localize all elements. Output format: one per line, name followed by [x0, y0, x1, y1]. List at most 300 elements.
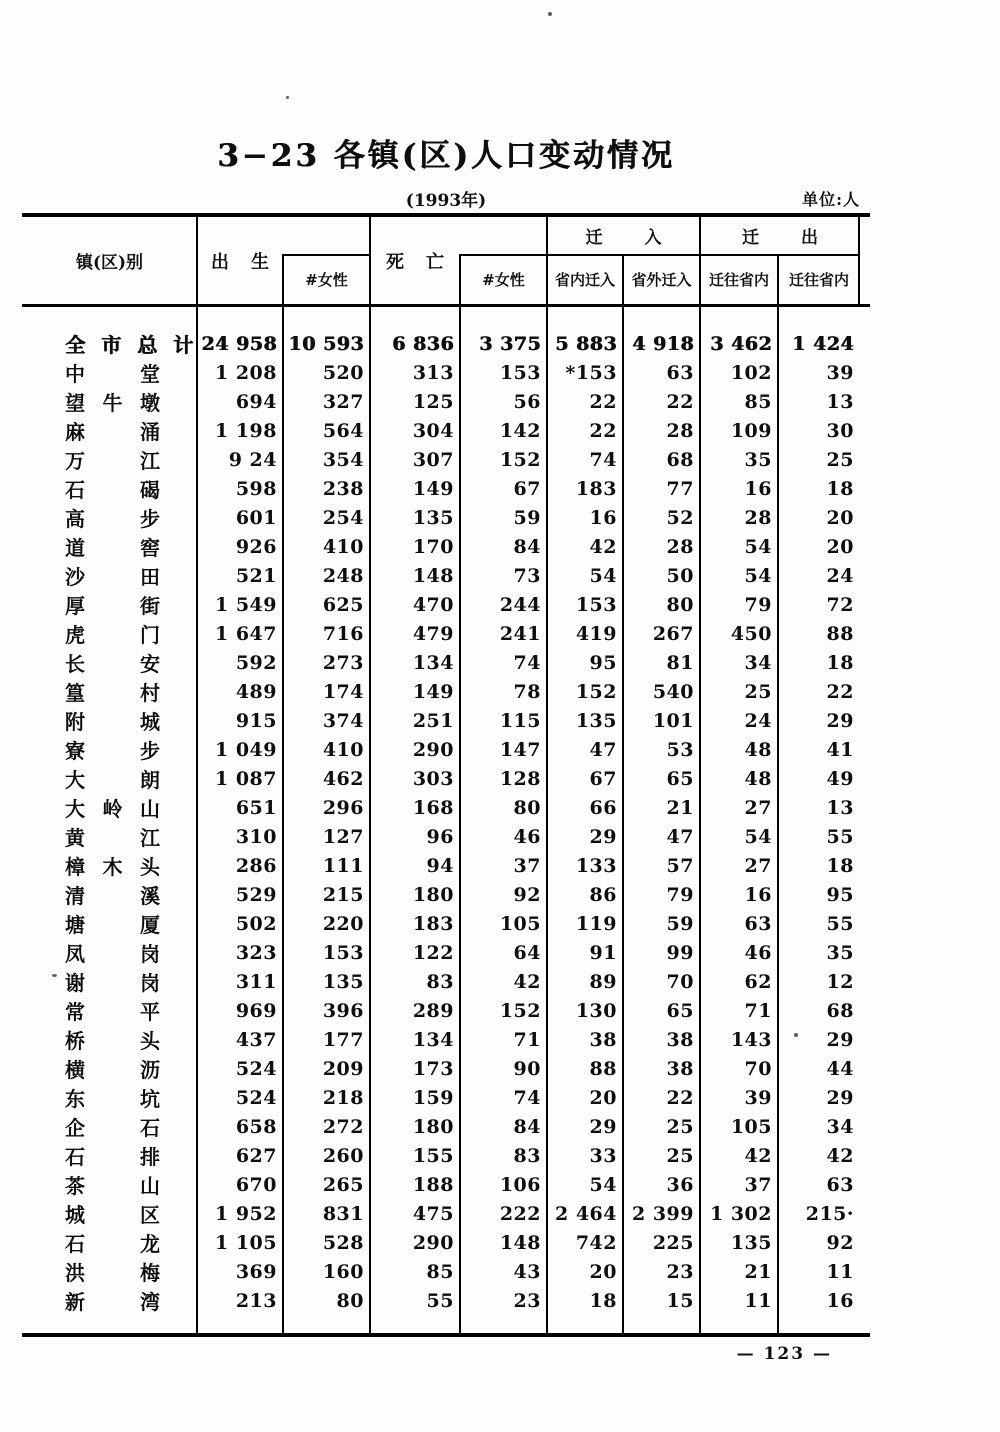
value-cell: 55 [426, 1289, 454, 1312]
region-name-cell: 全 市 总 计 [65, 333, 193, 357]
region-name-cell: 石 排 [65, 1145, 160, 1169]
value-cell: 1 952 [215, 1202, 277, 1225]
value-cell: 475 [412, 1202, 454, 1225]
value-cell: 64 [513, 941, 541, 964]
value-cell: 149 [412, 680, 454, 703]
value-cell: 742 [575, 1231, 617, 1254]
value-cell: 79 [744, 593, 772, 616]
value-cell: 215· [805, 1202, 854, 1225]
value-cell: 564 [322, 419, 364, 442]
value-cell: 122 [412, 941, 454, 964]
value-cell: 489 [235, 680, 277, 703]
region-name-cell: 附 城 [65, 710, 160, 734]
value-cell: 651 [235, 796, 277, 819]
header-births: 出 生 [211, 251, 269, 273]
value-cell: 521 [235, 564, 277, 587]
value-cell: 133 [575, 854, 617, 877]
value-cell: 244 [499, 593, 541, 616]
header-migration-in: 迁 入 [585, 228, 662, 248]
value-cell: 21 [666, 796, 694, 819]
value-cell: 155 [412, 1144, 454, 1167]
region-name-cell: 塘 厦 [65, 913, 160, 937]
value-cell: 148 [412, 564, 454, 587]
table-row [22, 1170, 870, 1199]
value-cell: 174 [322, 680, 364, 703]
value-cell: 3 462 [710, 332, 772, 355]
value-cell: 28 [744, 506, 772, 529]
value-cell: 22 [826, 680, 854, 703]
region-name-cell: 望 牛 墩 [65, 391, 160, 415]
table-row [22, 822, 870, 851]
population-change-table [22, 213, 870, 1337]
value-cell: 85 [744, 390, 772, 413]
table-row [22, 1228, 870, 1257]
region-name-cell: 沙 田 [65, 565, 160, 589]
table-row [22, 532, 870, 561]
region-name-cell: 长 安 [65, 652, 160, 676]
value-cell: 272 [322, 1115, 364, 1138]
value-cell: 83 [513, 1144, 541, 1167]
value-cell: 1 647 [215, 622, 277, 645]
header-deaths-female: #女性 [482, 270, 525, 289]
value-cell: 311 [235, 970, 277, 993]
value-cell: 220 [322, 912, 364, 935]
header-out-to-province-1: 迁往省内 [708, 270, 769, 289]
value-cell: 670 [235, 1173, 277, 1196]
value-cell: 25 [826, 448, 854, 471]
region-name-cell: 企 石 [65, 1116, 160, 1140]
value-cell: 83 [426, 970, 454, 993]
value-cell: 470 [412, 593, 454, 616]
value-cell: 153 [322, 941, 364, 964]
value-cell: 520 [322, 361, 364, 384]
value-cell: 29 [826, 1086, 854, 1109]
value-cell: 16 [744, 883, 772, 906]
region-name-cell: 东 坑 [65, 1087, 160, 1111]
value-cell: 81 [666, 651, 694, 674]
value-cell: 369 [235, 1260, 277, 1283]
value-cell: 374 [322, 709, 364, 732]
value-cell: 152 [499, 999, 541, 1022]
value-cell: 410 [322, 738, 364, 761]
value-cell: 42 [826, 1144, 854, 1167]
value-cell: 95 [826, 883, 854, 906]
region-name-cell: 石 碣 [65, 478, 160, 502]
value-cell: 74 [513, 651, 541, 674]
table-header [22, 217, 870, 307]
value-cell: 68 [826, 999, 854, 1022]
value-cell: 6 836 [392, 332, 454, 355]
value-cell: 27 [744, 854, 772, 877]
value-cell: 479 [412, 622, 454, 645]
value-cell: 290 [412, 738, 454, 761]
table-body [22, 307, 870, 1315]
value-cell: 286 [235, 854, 277, 877]
value-cell: 1 302 [710, 1202, 772, 1225]
value-cell: 106 [499, 1173, 541, 1196]
value-cell: 37 [744, 1173, 772, 1196]
region-name-cell: 大 岭 山 [65, 797, 160, 821]
region-name-cell: 中 堂 [65, 362, 160, 386]
region-name-cell: 大 朗 [65, 768, 160, 792]
value-cell: 37 [513, 854, 541, 877]
value-cell: 128 [499, 767, 541, 790]
value-cell: 92 [826, 1231, 854, 1254]
value-cell: 4 918 [632, 332, 694, 355]
table-row [22, 996, 870, 1025]
value-cell: 71 [513, 1028, 541, 1051]
value-cell: 1 198 [215, 419, 277, 442]
value-cell: 24 [826, 564, 854, 587]
value-cell: 50 [666, 564, 694, 587]
value-cell: 310 [235, 825, 277, 848]
value-cell: 134 [412, 1028, 454, 1051]
value-cell: 183 [575, 477, 617, 500]
value-cell: 49 [826, 767, 854, 790]
value-cell: 33 [589, 1144, 617, 1167]
value-cell: 12 [826, 970, 854, 993]
value-cell: 9 24 [228, 448, 277, 471]
value-cell: 323 [235, 941, 277, 964]
value-cell: 213 [235, 1289, 277, 1312]
value-cell: 54 [589, 564, 617, 587]
value-cell: 54 [744, 535, 772, 558]
value-cell: 450 [730, 622, 772, 645]
value-cell: 183 [412, 912, 454, 935]
value-cell: 25 [666, 1115, 694, 1138]
value-cell: 148 [499, 1231, 541, 1254]
value-cell: 91 [589, 941, 617, 964]
region-name-cell: 常 平 [65, 1000, 160, 1024]
value-cell: 34 [826, 1115, 854, 1138]
table-row [22, 1199, 870, 1228]
value-cell: 79 [666, 883, 694, 906]
table-row [22, 358, 870, 387]
region-name-cell: 谢 岗 [65, 971, 160, 995]
value-cell: 419 [575, 622, 617, 645]
region-name-cell: 城 区 [65, 1203, 160, 1227]
value-cell: 34 [744, 651, 772, 674]
value-cell: 135 [730, 1231, 772, 1254]
value-cell: 135 [322, 970, 364, 993]
value-cell: 23 [513, 1289, 541, 1312]
table-row [22, 735, 870, 764]
value-cell: 437 [235, 1028, 277, 1051]
table-row [22, 793, 870, 822]
value-cell: 524 [235, 1057, 277, 1080]
value-cell: 304 [412, 419, 454, 442]
table-row [22, 387, 870, 416]
value-cell: 77 [666, 477, 694, 500]
value-cell: 290 [412, 1231, 454, 1254]
value-cell: 260 [322, 1144, 364, 1167]
value-cell: 152 [499, 448, 541, 471]
value-cell: 38 [589, 1028, 617, 1051]
value-cell: 42 [513, 970, 541, 993]
value-cell: 327 [322, 390, 364, 413]
value-cell: 88 [826, 622, 854, 645]
region-name-cell: 寮 步 [65, 739, 160, 763]
value-cell: 41 [826, 738, 854, 761]
value-cell: 55 [826, 825, 854, 848]
value-cell: 35 [744, 448, 772, 471]
header-out-to-province-2: 迁往省内 [788, 270, 849, 289]
header-in-within-province: 省内迁入 [554, 270, 615, 289]
table-row [22, 677, 870, 706]
value-cell: 694 [235, 390, 277, 413]
value-cell: 24 [744, 709, 772, 732]
value-cell: 627 [235, 1144, 277, 1167]
value-cell: 29 [589, 1115, 617, 1138]
header-births-female: #女性 [305, 270, 348, 289]
value-cell: 74 [513, 1086, 541, 1109]
value-cell: 55 [826, 912, 854, 935]
value-cell: 63 [744, 912, 772, 935]
value-cell: 159 [412, 1086, 454, 1109]
value-cell: 62 [744, 970, 772, 993]
table-row [22, 1141, 870, 1170]
value-cell: 95 [589, 651, 617, 674]
value-cell: 354 [322, 448, 364, 471]
value-cell: 96 [426, 825, 454, 848]
value-cell: *153 [565, 361, 617, 384]
region-name-cell: 清 溪 [65, 884, 160, 908]
value-cell: 22 [589, 390, 617, 413]
value-cell: 57 [666, 854, 694, 877]
value-cell: 65 [666, 767, 694, 790]
region-name-cell: 万 江 [65, 449, 160, 473]
value-cell: 54 [744, 825, 772, 848]
table-border-horizontal [459, 254, 860, 256]
value-cell: 969 [235, 999, 277, 1022]
value-cell: 143 [730, 1028, 772, 1051]
value-cell: 88 [589, 1057, 617, 1080]
value-cell: 289 [412, 999, 454, 1022]
value-cell: 90 [513, 1057, 541, 1080]
scan-speck [286, 96, 289, 99]
value-cell: 28 [666, 419, 694, 442]
value-cell: 225 [652, 1231, 694, 1254]
value-cell: 152 [575, 680, 617, 703]
region-name-cell: 樟 木 头 [65, 855, 160, 879]
value-cell: 313 [412, 361, 454, 384]
table-border-vertical [858, 217, 860, 304]
value-cell: 89 [589, 970, 617, 993]
value-cell: 63 [666, 361, 694, 384]
value-cell: 43 [513, 1260, 541, 1283]
value-cell: 105 [499, 912, 541, 935]
value-cell: 73 [513, 564, 541, 587]
table-row [22, 474, 870, 503]
table-row [22, 590, 870, 619]
value-cell: 28 [666, 535, 694, 558]
region-name-cell: 凤 岗 [65, 942, 160, 966]
scan-speck [548, 12, 552, 16]
value-cell: 27 [744, 796, 772, 819]
value-cell: 1 208 [215, 361, 277, 384]
value-cell: 410 [322, 535, 364, 558]
value-cell: 70 [666, 970, 694, 993]
value-cell: 48 [744, 738, 772, 761]
value-cell: 36 [666, 1173, 694, 1196]
value-cell: 20 [589, 1260, 617, 1283]
value-cell: 265 [322, 1173, 364, 1196]
value-cell: 18 [826, 477, 854, 500]
table-row [22, 880, 870, 909]
value-cell: 22 [666, 1086, 694, 1109]
value-cell: 625 [322, 593, 364, 616]
value-cell: 99 [666, 941, 694, 964]
value-cell: 18 [826, 651, 854, 674]
value-cell: 24 958 [201, 332, 277, 355]
value-cell: 84 [513, 535, 541, 558]
value-cell: 1 549 [215, 593, 277, 616]
table-row [22, 1025, 870, 1054]
value-cell: 215 [322, 883, 364, 906]
header-migration-out: 迁 出 [742, 228, 818, 248]
value-cell: 396 [322, 999, 364, 1022]
value-cell: 135 [412, 506, 454, 529]
region-name-cell: 篁 村 [65, 681, 160, 705]
table-row [22, 445, 870, 474]
region-name-cell: 麻 涌 [65, 420, 160, 444]
region-name-cell: 道 窖 [65, 536, 160, 560]
value-cell: 160 [322, 1260, 364, 1283]
value-cell: 44 [826, 1057, 854, 1080]
value-cell: 177 [322, 1028, 364, 1051]
value-cell: 1 105 [215, 1231, 277, 1254]
table-row [22, 967, 870, 996]
table-row [22, 1054, 870, 1083]
value-cell: 94 [426, 854, 454, 877]
value-cell: 115 [499, 709, 541, 732]
unit-label: 单位:人 [802, 190, 860, 209]
value-cell: 153 [575, 593, 617, 616]
value-cell: 168 [412, 796, 454, 819]
value-cell: 105 [730, 1115, 772, 1138]
value-cell: 267 [652, 622, 694, 645]
value-cell: 25 [666, 1144, 694, 1167]
value-cell: 1 087 [215, 767, 277, 790]
value-cell: 147 [499, 738, 541, 761]
value-cell: 173 [412, 1057, 454, 1080]
value-cell: 39 [826, 361, 854, 384]
value-cell: 56 [513, 390, 541, 413]
value-cell: 72 [826, 593, 854, 616]
value-cell: 20 [826, 506, 854, 529]
value-cell: 42 [589, 535, 617, 558]
table-border-horizontal [282, 254, 370, 256]
table-row [22, 416, 870, 445]
value-cell: 54 [744, 564, 772, 587]
value-cell: 102 [730, 361, 772, 384]
value-cell: 119 [575, 912, 617, 935]
value-cell: 25 [744, 680, 772, 703]
value-cell: 153 [499, 361, 541, 384]
value-cell: 59 [513, 506, 541, 529]
value-cell: 16 [826, 1289, 854, 1312]
value-cell: 273 [322, 651, 364, 674]
value-cell: 13 [826, 796, 854, 819]
value-cell: 109 [730, 419, 772, 442]
value-cell: 86 [589, 883, 617, 906]
value-cell: 111 [322, 854, 364, 877]
value-cell: 16 [589, 506, 617, 529]
value-cell: 29 [589, 825, 617, 848]
region-name-cell: 虎 门 [65, 623, 160, 647]
value-cell: 59 [666, 912, 694, 935]
value-cell: 67 [589, 767, 617, 790]
page-title: 3−23 各镇(区)人口变动情况 [217, 138, 675, 174]
table-row [22, 329, 870, 358]
value-cell: 46 [744, 941, 772, 964]
table-row [22, 909, 870, 938]
value-cell: 54 [589, 1173, 617, 1196]
region-name-cell: 高 步 [65, 507, 160, 531]
value-cell: 462 [322, 767, 364, 790]
value-cell: 30 [826, 419, 854, 442]
value-cell: 142 [499, 419, 541, 442]
value-cell: 658 [235, 1115, 277, 1138]
value-cell: 21 [744, 1260, 772, 1283]
value-cell: 3 375 [479, 332, 541, 355]
table-row [22, 1112, 870, 1141]
value-cell: 20 [826, 535, 854, 558]
value-cell: 13 [826, 390, 854, 413]
value-cell: 53 [666, 738, 694, 761]
table-row [22, 851, 870, 880]
table-row [22, 503, 870, 532]
value-cell: 20 [589, 1086, 617, 1109]
region-name-cell: 新 湾 [65, 1290, 160, 1314]
value-cell: 528 [322, 1231, 364, 1254]
value-cell: 2 399 [632, 1202, 694, 1225]
value-cell: 502 [235, 912, 277, 935]
value-cell: 598 [235, 477, 277, 500]
table-row [22, 619, 870, 648]
value-cell: 74 [589, 448, 617, 471]
value-cell: 251 [412, 709, 454, 732]
value-cell: 80 [666, 593, 694, 616]
value-cell: 67 [513, 477, 541, 500]
value-cell: 47 [589, 738, 617, 761]
value-cell: 11 [744, 1289, 772, 1312]
value-cell: 540 [652, 680, 694, 703]
value-cell: 209 [322, 1057, 364, 1080]
region-name-cell: 茶 山 [65, 1174, 160, 1198]
value-cell: 926 [235, 535, 277, 558]
value-cell: 134 [412, 651, 454, 674]
value-cell: 42 [744, 1144, 772, 1167]
value-cell: 29 [826, 709, 854, 732]
value-cell: 10 593 [288, 332, 364, 355]
table-row [22, 938, 870, 967]
subhead-row [22, 186, 870, 211]
value-cell: 84 [513, 1115, 541, 1138]
value-cell: 18 [589, 1289, 617, 1312]
region-name-cell: 黄 江 [65, 826, 160, 850]
value-cell: 716 [322, 622, 364, 645]
region-name-cell: 桥 头 [65, 1029, 160, 1053]
scan-speck [52, 974, 57, 977]
value-cell: 1 424 [792, 332, 854, 355]
value-cell: 149 [412, 477, 454, 500]
header-in-outside-province: 省外迁入 [631, 270, 692, 289]
table-row [22, 1083, 870, 1112]
value-cell: 78 [513, 680, 541, 703]
table-row [22, 1286, 870, 1315]
value-cell: 218 [322, 1086, 364, 1109]
